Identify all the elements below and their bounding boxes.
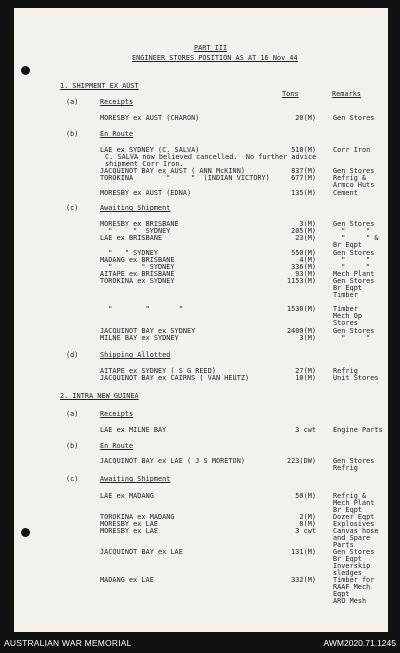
entry-text: TOROKINA ex SYDNEY bbox=[100, 277, 175, 285]
entry-remarks: Timber for bbox=[333, 576, 375, 584]
entry-remarks-cont: Eqpt bbox=[333, 590, 350, 598]
entry-tons: 2(M) bbox=[299, 513, 316, 521]
subsection-title: Receipts bbox=[100, 410, 134, 418]
entry-tons: 23(M) bbox=[295, 234, 316, 242]
section-heading: 2. INTRA NEW GUINEA bbox=[60, 392, 139, 400]
entry-remarks: Gen Stores bbox=[333, 114, 375, 122]
entry-text: MORESBY ex LAE bbox=[100, 520, 158, 528]
entry-tons: 10(M) bbox=[295, 374, 316, 382]
entry-remarks: Timber bbox=[333, 305, 358, 313]
entry-remarks-cont: Mech Plant bbox=[333, 499, 375, 507]
entry-text: LAE ex BRISBANE bbox=[100, 234, 163, 242]
subsection-title: Shipping Allotted bbox=[100, 351, 171, 359]
subsection-letter: (d) bbox=[66, 351, 79, 359]
entry-text: JACQUINOT BAY ex LAE ( J S MORETON) bbox=[100, 457, 245, 465]
entry-remarks: Corr Iron bbox=[333, 146, 371, 154]
entry-text: MADANG ex LAE bbox=[100, 576, 154, 584]
entry-remarks: Engine Parts bbox=[333, 426, 383, 434]
subsection-title: Awaiting Shipment bbox=[100, 204, 171, 212]
document-title: PART III bbox=[194, 44, 228, 52]
entry-remarks: Cement bbox=[333, 189, 358, 197]
entry-remarks: " " bbox=[333, 227, 371, 235]
entry-remarks-cont: sledges bbox=[333, 569, 362, 577]
entry-tons: 677(M) bbox=[291, 174, 316, 182]
subsection-title: Receipts bbox=[100, 98, 134, 106]
entry-text: " " SYDNEY bbox=[100, 227, 171, 235]
entry-text: " " SYDNEY bbox=[100, 249, 158, 257]
entry-remarks: Unit Stores bbox=[333, 374, 379, 382]
subsection-letter: (a) bbox=[66, 410, 79, 418]
footer-catalogue-number: AWM2020.71.1245 bbox=[323, 638, 396, 648]
entry-tons: 510(M) bbox=[291, 146, 316, 154]
entry-text: AITAPE ex BRISBANE bbox=[100, 270, 175, 278]
entry-remarks-cont: and Spare bbox=[333, 534, 371, 542]
document-page bbox=[14, 8, 388, 632]
entry-text: JACQUINOT BAY ex AUST ( ANN McKINN) bbox=[100, 167, 245, 175]
column-header-remarks: Remarks bbox=[332, 90, 361, 98]
section-heading: 1. SHIPMENT EX AUST bbox=[60, 82, 139, 90]
entry-remarks: Explosives bbox=[333, 520, 375, 528]
entry-text: LAE ex MILNE BAY bbox=[100, 426, 167, 434]
entry-text: " " SYDNEY bbox=[100, 263, 175, 271]
entry-tons: 3 cwt bbox=[295, 426, 316, 434]
entry-remarks-cont: Parts bbox=[333, 541, 354, 549]
entry-remarks: Refrig & bbox=[333, 492, 367, 500]
entry-tons: 131(M) bbox=[291, 548, 316, 556]
punch-hole-bottom bbox=[21, 528, 30, 537]
entry-text: TOROKINA " " (INDIAN VICTORY) bbox=[100, 174, 270, 182]
subsection-letter: (c) bbox=[66, 475, 79, 483]
subsection-letter: (b) bbox=[66, 130, 79, 138]
entry-tons: 50(M) bbox=[295, 492, 316, 500]
entry-text: MADANG ex BRISBANE bbox=[100, 256, 175, 264]
entry-tons: 8(M) bbox=[299, 520, 316, 528]
subsection-letter: (b) bbox=[66, 442, 79, 450]
entry-text: JACQUINOT BAY ex LAE bbox=[100, 548, 183, 556]
entry-remarks: Dozer Eqpt bbox=[333, 513, 375, 521]
entry-tons: 3(M) bbox=[299, 334, 316, 342]
column-header-tons: Tons bbox=[282, 90, 299, 98]
subsection-letter: (c) bbox=[66, 204, 79, 212]
entry-tons: 4(M) bbox=[299, 256, 316, 264]
entry-tons: 27(M) bbox=[295, 367, 316, 375]
subsection-title: En Route bbox=[100, 130, 134, 138]
entry-remarks-cont: Br Eqpt bbox=[333, 555, 362, 563]
entry-tons: 3 cwt bbox=[295, 527, 316, 535]
subsection-title: Awaiting Shipment bbox=[100, 475, 171, 483]
entry-tons: 3(M) bbox=[299, 220, 316, 228]
subsection-letter: (a) bbox=[66, 98, 79, 106]
entry-tons: 1530(M) bbox=[287, 305, 316, 313]
entry-remarks: Gen Stores bbox=[333, 167, 375, 175]
entry-tons: 2400(M) bbox=[287, 327, 316, 335]
entry-text: LAE ex MADANG bbox=[100, 492, 154, 500]
entry-remarks: " " bbox=[333, 263, 371, 271]
entry-remarks: Mech Plant bbox=[333, 270, 375, 278]
entry-remarks-cont: Refrig bbox=[333, 464, 358, 472]
entry-tons: 93(M) bbox=[295, 270, 316, 278]
entry-tons: 223(DW) bbox=[287, 457, 316, 465]
entry-tons: 20(M) bbox=[295, 114, 316, 122]
entry-remarks-cont: Stores bbox=[333, 319, 358, 327]
entry-remarks-cont: Inverskip bbox=[333, 562, 371, 570]
entry-remarks-cont: ARO Mesh bbox=[333, 597, 367, 605]
entry-tons: 205(M) bbox=[291, 227, 316, 235]
entry-text: AITAPE ex SYDNEY ( S G REED) bbox=[100, 367, 216, 375]
entry-note: C. SALVA now believed cancelled. No further advice bbox=[105, 153, 317, 161]
entry-tons: 1153(M) bbox=[287, 277, 316, 285]
entry-text: MORESBY ex BRISBANE bbox=[100, 220, 179, 228]
entry-remarks-cont: Timber bbox=[333, 291, 358, 299]
entry-remarks: Canvas hose bbox=[333, 527, 379, 535]
entry-tons: 837(M) bbox=[291, 167, 316, 175]
entry-remarks: " " bbox=[333, 256, 371, 264]
entry-text: JACQUINOT BAY ex SYDNEY bbox=[100, 327, 196, 335]
entry-remarks: Gen Stores bbox=[333, 327, 375, 335]
entry-remarks-cont: Mech Op bbox=[333, 312, 362, 320]
entry-text: LAE ex SYDNEY (C. SALVA) bbox=[100, 146, 200, 154]
entry-remarks: Refrig & bbox=[333, 174, 367, 182]
entry-text: MORESBY ex LAE bbox=[100, 527, 158, 535]
punch-hole-top bbox=[21, 66, 30, 75]
entry-remarks-cont: Br Eqpt bbox=[333, 241, 362, 249]
entry-remarks: Refrig bbox=[333, 367, 358, 375]
entry-remarks: " " & bbox=[333, 234, 379, 242]
subsection-title: En Route bbox=[100, 442, 134, 450]
document-subtitle: ENGINEER STORES POSITION AS AT 16 Nov 44 bbox=[132, 54, 298, 62]
entry-tons: 332(M) bbox=[291, 576, 316, 584]
entry-remarks-cont: Br Eqpt bbox=[333, 506, 362, 514]
entry-remarks: Gen Stores bbox=[333, 277, 375, 285]
entry-tons: 336(M) bbox=[291, 263, 316, 271]
entry-text: MORESBY ex AUST (EDNA) bbox=[100, 189, 192, 197]
archive-footer bbox=[0, 632, 400, 653]
entry-remarks-cont: Armco Huts bbox=[333, 181, 375, 189]
entry-tons: 135(M) bbox=[291, 189, 316, 197]
entry-text: MILNE BAY ex SYDNEY bbox=[100, 334, 179, 342]
footer-institution: AUSTRALIAN WAR MEMORIAL bbox=[4, 638, 132, 648]
entry-remarks: Gen Stores bbox=[333, 457, 375, 465]
entry-text: JACQUINOT BAY ex CAIRNS ( VAN HEUTZ) bbox=[100, 374, 250, 382]
entry-remarks-cont: Br Eqpt bbox=[333, 284, 362, 292]
entry-remarks: " " bbox=[333, 334, 371, 342]
entry-text: MORESBY ex AUST (CHARON) bbox=[100, 114, 200, 122]
entry-remarks: Gen Stores bbox=[333, 548, 375, 556]
entry-remarks: Gen Stores bbox=[333, 249, 375, 257]
entry-note: shipment Corr Iron. bbox=[105, 160, 184, 168]
entry-remarks: Gen Stores bbox=[333, 220, 375, 228]
entry-text: " " " bbox=[100, 305, 183, 313]
entry-text: TOROKINA ex MADANG bbox=[100, 513, 175, 521]
entry-remarks-cont: RAAF Mech bbox=[333, 583, 371, 591]
entry-tons: 550(M) bbox=[291, 249, 316, 257]
